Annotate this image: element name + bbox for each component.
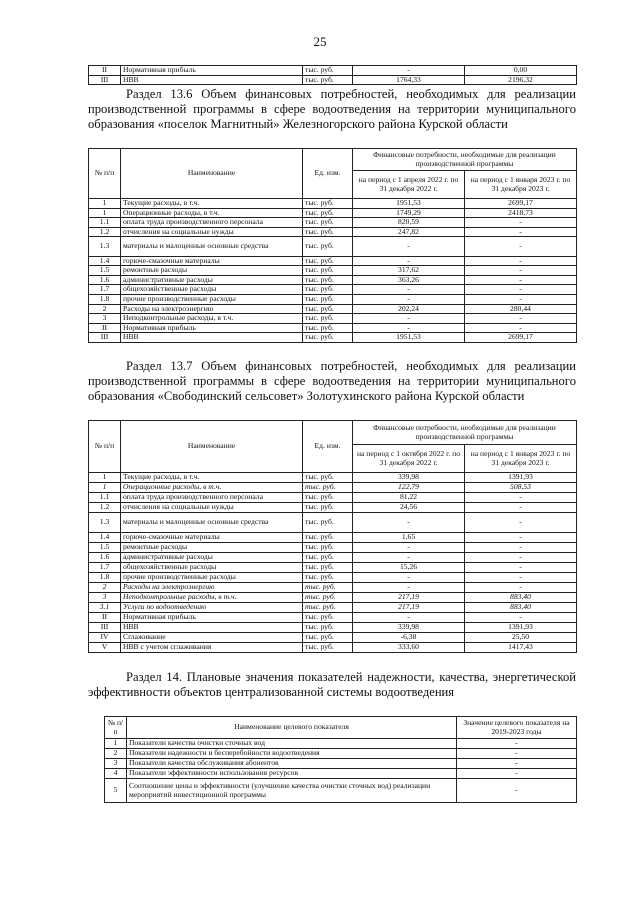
header-num: № п/п [89, 421, 121, 473]
row-unit: тыс. руб. [303, 593, 353, 603]
row-value-period1: 15,26 [353, 563, 465, 573]
table-row [89, 227, 577, 237]
row-number: III [89, 333, 121, 343]
table-row [89, 314, 577, 324]
section-14-title: Раздел 14. Плановые значения показателей надежности, качества, энергетической эффективности объектов централизованной системы водоотведения [88, 670, 576, 699]
row-value-period2: - [465, 294, 577, 304]
table-row [89, 285, 577, 295]
row-name: Нормативная прибыль [121, 613, 303, 623]
row-number: 5 [105, 779, 127, 803]
row-name: Нормативная прибыль [121, 66, 303, 76]
row-unit: тыс. руб. [303, 563, 353, 573]
row-name: административные расходы [121, 553, 303, 563]
row-number: 1.6 [89, 553, 121, 563]
row-name: оплата труда производственного персонала [121, 493, 303, 503]
header-unit: Ед. изм. [303, 149, 353, 199]
row-unit: тыс. руб. [303, 304, 353, 314]
row-value-period1: - [353, 314, 465, 324]
row-unit: тыс. руб. [303, 323, 353, 333]
section-13-6-title: Раздел 13.6 Объем финансовых потребностей, необходимых для реализации производственной программы в сфере водоотведения на территории муниципального образования «поселок Магнитный» Железногорского района Курской области [88, 87, 576, 131]
row-value-period2: - [465, 583, 577, 593]
table-row [89, 66, 577, 76]
row-number: 1.1 [89, 493, 121, 503]
table-row [89, 543, 577, 553]
row-number: 3 [105, 759, 127, 769]
row-value-period1: 1764,33 [353, 75, 465, 85]
row-name: административные расходы [121, 275, 303, 285]
table-row [89, 563, 577, 573]
header-period2: на период с 1 января 2023 г. по 31 декабря 2023 г. [465, 171, 577, 199]
row-unit: тыс. руб. [303, 583, 353, 593]
row-value-period1: - [353, 256, 465, 266]
row-value-period2: - [465, 266, 577, 276]
row-value-period1: - [353, 294, 465, 304]
row-name: НВВ [121, 75, 303, 85]
table-row [89, 483, 577, 493]
row-value-period1: 333,60 [353, 643, 465, 653]
row-value-period1: -6,38 [353, 633, 465, 643]
row-value-period1: 1951,53 [353, 199, 465, 209]
table-row [89, 323, 577, 333]
row-value-period1: 202,24 [353, 304, 465, 314]
row-number: 4 [105, 769, 127, 779]
row-name: Показатели надежности и бесперебойности водоотведения [127, 749, 457, 759]
row-value-period2: - [465, 256, 577, 266]
row-number: 1.7 [89, 285, 121, 295]
table-row [89, 473, 577, 483]
row-value-period2: - [465, 237, 577, 256]
row-value: - [457, 759, 577, 769]
row-name: Показатели эффективности использования ресурсов [127, 769, 457, 779]
row-number: 1 [89, 473, 121, 483]
row-number: III [89, 75, 121, 85]
row-value: - [457, 739, 577, 749]
row-name: прочие производственные расходы [121, 573, 303, 583]
row-unit: тыс. руб. [303, 503, 353, 513]
section-13-7-title: Раздел 13.7 Объем финансовых потребностей, необходимых для реализации производственной программы в сфере водоотведения на территории муниципального образования «Свободинский сельсовет» Золотухинского района Курской области [88, 359, 576, 403]
row-unit: тыс. руб. [303, 218, 353, 228]
header-group: Финансовые потребности, необходимые для реализации производственной программы [353, 421, 577, 445]
row-number: 1.7 [89, 563, 121, 573]
row-name: материалы и малоценные основные средства [121, 237, 303, 256]
row-unit: тыс. руб. [303, 603, 353, 613]
row-number: 1.3 [89, 513, 121, 533]
row-unit: тыс. руб. [303, 227, 353, 237]
row-number: IV [89, 633, 121, 643]
row-number: 1.5 [89, 266, 121, 276]
row-unit: тыс. руб. [303, 199, 353, 209]
row-value-period1: 339,98 [353, 623, 465, 633]
row-value-period1: 81,22 [353, 493, 465, 503]
row-unit: тыс. руб. [303, 553, 353, 563]
table-row [89, 218, 577, 228]
row-value-period1: 217,19 [353, 593, 465, 603]
row-number: 1.5 [89, 543, 121, 553]
row-name: оплата труда производственного персонала [121, 218, 303, 228]
row-name: Текущие расходы, в т.ч. [121, 199, 303, 209]
table-row [89, 208, 577, 218]
table-row [89, 613, 577, 623]
table-row [105, 749, 577, 759]
row-name: Соотношение цены и эффективности (улучшение качества очистки сточных вод) реализации мероприятий инвестиционной программы [127, 779, 457, 803]
row-number: 1 [105, 739, 127, 749]
table-row [89, 304, 577, 314]
row-name: Сглаживание [121, 633, 303, 643]
table-row [89, 603, 577, 613]
row-value-period1: - [353, 553, 465, 563]
row-value-period2: - [465, 285, 577, 295]
row-number: 2 [89, 304, 121, 314]
header-num: № п/п [89, 149, 121, 199]
row-name: материалы и малоценные основные средства [121, 513, 303, 533]
row-value-period2: 883,40 [465, 593, 577, 603]
row-unit: тыс. руб. [303, 513, 353, 533]
row-value-period2: 1391,93 [465, 623, 577, 633]
row-value-period2: - [465, 553, 577, 563]
row-name: горюче-смазочные материалы [121, 533, 303, 543]
table-row [89, 266, 577, 276]
row-value-period1: 1951,53 [353, 333, 465, 343]
row-unit: тыс. руб. [303, 613, 353, 623]
header-group: Финансовые потребности, необходимые для реализации производственной программы [353, 149, 577, 171]
row-value-period2: 2699,17 [465, 199, 577, 209]
row-number: 1.8 [89, 573, 121, 583]
row-unit: тыс. руб. [303, 314, 353, 324]
row-name: отчисления на социальные нужды [121, 227, 303, 237]
table-row [89, 275, 577, 285]
row-value-period1: - [353, 285, 465, 295]
header-period1: на период с 1 апреля 2022 г. по 31 декабря 2022 г. [353, 171, 465, 199]
section-13-7-table [88, 420, 577, 653]
row-value-period1: 339,98 [353, 473, 465, 483]
row-value-period1: 24,56 [353, 503, 465, 513]
row-value-period1: - [353, 513, 465, 533]
row-unit: тыс. руб. [303, 208, 353, 218]
table-row [89, 643, 577, 653]
table-row [89, 623, 577, 633]
row-name: Показатели качества очистки сточных вод [127, 739, 457, 749]
table-row [89, 256, 577, 266]
row-value-period2: - [465, 513, 577, 533]
row-unit: тыс. руб. [303, 285, 353, 295]
row-name: Нормативная прибыль [121, 323, 303, 333]
section-14-table [104, 716, 577, 803]
table-row [89, 75, 577, 85]
row-number: II [89, 613, 121, 623]
row-value-period1: 820,59 [353, 218, 465, 228]
row-number: 1.4 [89, 256, 121, 266]
row-number: 1.2 [89, 503, 121, 513]
row-name: ремонтные расходы [121, 543, 303, 553]
row-number: 3 [89, 593, 121, 603]
table-row [89, 503, 577, 513]
row-name: Расходы на электроэнергию [121, 304, 303, 314]
row-value-period1: 1749,29 [353, 208, 465, 218]
row-unit: тыс. руб. [303, 266, 353, 276]
row-value-period2: 2699,17 [465, 333, 577, 343]
row-value-period1: - [353, 237, 465, 256]
row-name: Неподконтрольные расходы, в т.ч. [121, 314, 303, 324]
row-number: 1.4 [89, 533, 121, 543]
row-name: общехозяйственные расходы [121, 285, 303, 295]
table-row [89, 493, 577, 503]
row-value-period2: 508,53 [465, 483, 577, 493]
row-number: 1 [89, 483, 121, 493]
row-number: II [89, 66, 121, 76]
row-value-period1: 1,65 [353, 533, 465, 543]
row-unit: тыс. руб. [303, 543, 353, 553]
row-number: 2 [89, 583, 121, 593]
row-name: Операционные расходы, в т.ч. [121, 208, 303, 218]
row-value-period2: - [465, 323, 577, 333]
table-row [89, 583, 577, 593]
row-value-period2: 2418,73 [465, 208, 577, 218]
row-number: 1.8 [89, 294, 121, 304]
row-name: ремонтные расходы [121, 266, 303, 276]
row-unit: тыс. руб. [303, 473, 353, 483]
row-value-period2: - [465, 503, 577, 513]
row-unit: тыс. руб. [303, 483, 353, 493]
row-name: НВВ [121, 623, 303, 633]
row-number: 1.2 [89, 227, 121, 237]
table-row [89, 633, 577, 643]
row-value: - [457, 769, 577, 779]
row-value-period2: 25,50 [465, 633, 577, 643]
row-unit: тыс. руб. [303, 533, 353, 543]
row-value-period2: 280,44 [465, 304, 577, 314]
row-value-period2: - [465, 543, 577, 553]
row-number: II [89, 323, 121, 333]
row-value-period2: - [465, 613, 577, 623]
header-num: № п/п [105, 717, 127, 739]
table-row [89, 553, 577, 563]
row-value-period1: - [353, 583, 465, 593]
row-unit: тыс. руб. [303, 66, 353, 76]
row-value-period1: - [353, 543, 465, 553]
header-name: Наименование [121, 149, 303, 199]
row-value-period2: 0,00 [465, 66, 577, 76]
row-name: Операционные расходы, в т.ч. [121, 483, 303, 493]
row-number: 3 [89, 314, 121, 324]
table-row [105, 779, 577, 803]
row-name: горюче-смазочные материалы [121, 256, 303, 266]
section-13-6-table [88, 148, 577, 343]
header-value: Значение целевого показателя на 2019-2023 годы [457, 717, 577, 739]
row-value-period1: 217,19 [353, 603, 465, 613]
row-value-period2: - [465, 573, 577, 583]
row-value-period1: 122,79 [353, 483, 465, 493]
row-number: 1.3 [89, 237, 121, 256]
table-row [105, 759, 577, 769]
row-name: прочие производственные расходы [121, 294, 303, 304]
row-number: V [89, 643, 121, 653]
header-name: Наименование целевого показателя [127, 717, 457, 739]
row-value-period2: - [465, 275, 577, 285]
row-value-period1: - [353, 613, 465, 623]
row-value-period1: - [353, 573, 465, 583]
table-row [89, 294, 577, 304]
row-number: 1 [89, 199, 121, 209]
row-number: III [89, 623, 121, 633]
row-name: Услуги по водоотведению [121, 603, 303, 613]
page-number: 25 [313, 34, 327, 49]
table-row [89, 237, 577, 256]
table-row [89, 573, 577, 583]
row-value-period2: 2196,32 [465, 75, 577, 85]
table-row [105, 739, 577, 749]
row-value-period1: - [353, 66, 465, 76]
table-row [89, 199, 577, 209]
header-unit: Ед. изм. [303, 421, 353, 473]
row-unit: тыс. руб. [303, 633, 353, 643]
row-name: отчисления на социальные нужды [121, 503, 303, 513]
row-name: Расходы на электроэнергию [121, 583, 303, 593]
row-value-period2: 1417,43 [465, 643, 577, 653]
row-name: Показатели качества обслуживания абонентов [127, 759, 457, 769]
row-unit: тыс. руб. [303, 256, 353, 266]
row-value-period2: 883,40 [465, 603, 577, 613]
row-value-period2: - [465, 493, 577, 503]
row-value: - [457, 779, 577, 803]
row-unit: тыс. руб. [303, 333, 353, 343]
row-unit: тыс. руб. [303, 237, 353, 256]
header-period2: на период с 1 января 2023 г. по 31 декабря 2023 г. [465, 445, 577, 473]
row-name: НВВ с учетом сглаживания [121, 643, 303, 653]
row-name: Неподконтрольные расходы, в т.ч. [121, 593, 303, 603]
row-unit: тыс. руб. [303, 275, 353, 285]
row-number: 3.1 [89, 603, 121, 613]
row-number: 1.6 [89, 275, 121, 285]
table-row [89, 593, 577, 603]
row-unit: тыс. руб. [303, 294, 353, 304]
row-unit: тыс. руб. [303, 623, 353, 633]
row-value-period1: 363,26 [353, 275, 465, 285]
row-value-period2: - [465, 533, 577, 543]
row-value-period1: 317,62 [353, 266, 465, 276]
row-unit: тыс. руб. [303, 643, 353, 653]
row-value-period2: - [465, 218, 577, 228]
row-value-period2: - [465, 563, 577, 573]
row-name: НВВ [121, 333, 303, 343]
table-row [89, 333, 577, 343]
row-unit: тыс. руб. [303, 75, 353, 85]
table-row [105, 769, 577, 779]
row-value-period2: 1391,93 [465, 473, 577, 483]
row-unit: тыс. руб. [303, 493, 353, 503]
row-value-period1: 247,82 [353, 227, 465, 237]
top-continuation-table [88, 65, 577, 85]
row-value-period2: - [465, 227, 577, 237]
row-value-period2: - [465, 314, 577, 324]
table-row [89, 533, 577, 543]
row-number: 2 [105, 749, 127, 759]
header-period1: на период с 1 октября 2022 г. по 31 декабря 2022 г. [353, 445, 465, 473]
header-name: Наименование [121, 421, 303, 473]
row-value: - [457, 749, 577, 759]
row-value-period1: - [353, 323, 465, 333]
row-number: 1 [89, 208, 121, 218]
row-name: Текущие расходы, в т.ч. [121, 473, 303, 483]
row-name: общехозяйственные расходы [121, 563, 303, 573]
table-row [89, 513, 577, 533]
row-unit: тыс. руб. [303, 573, 353, 583]
row-number: 1.1 [89, 218, 121, 228]
